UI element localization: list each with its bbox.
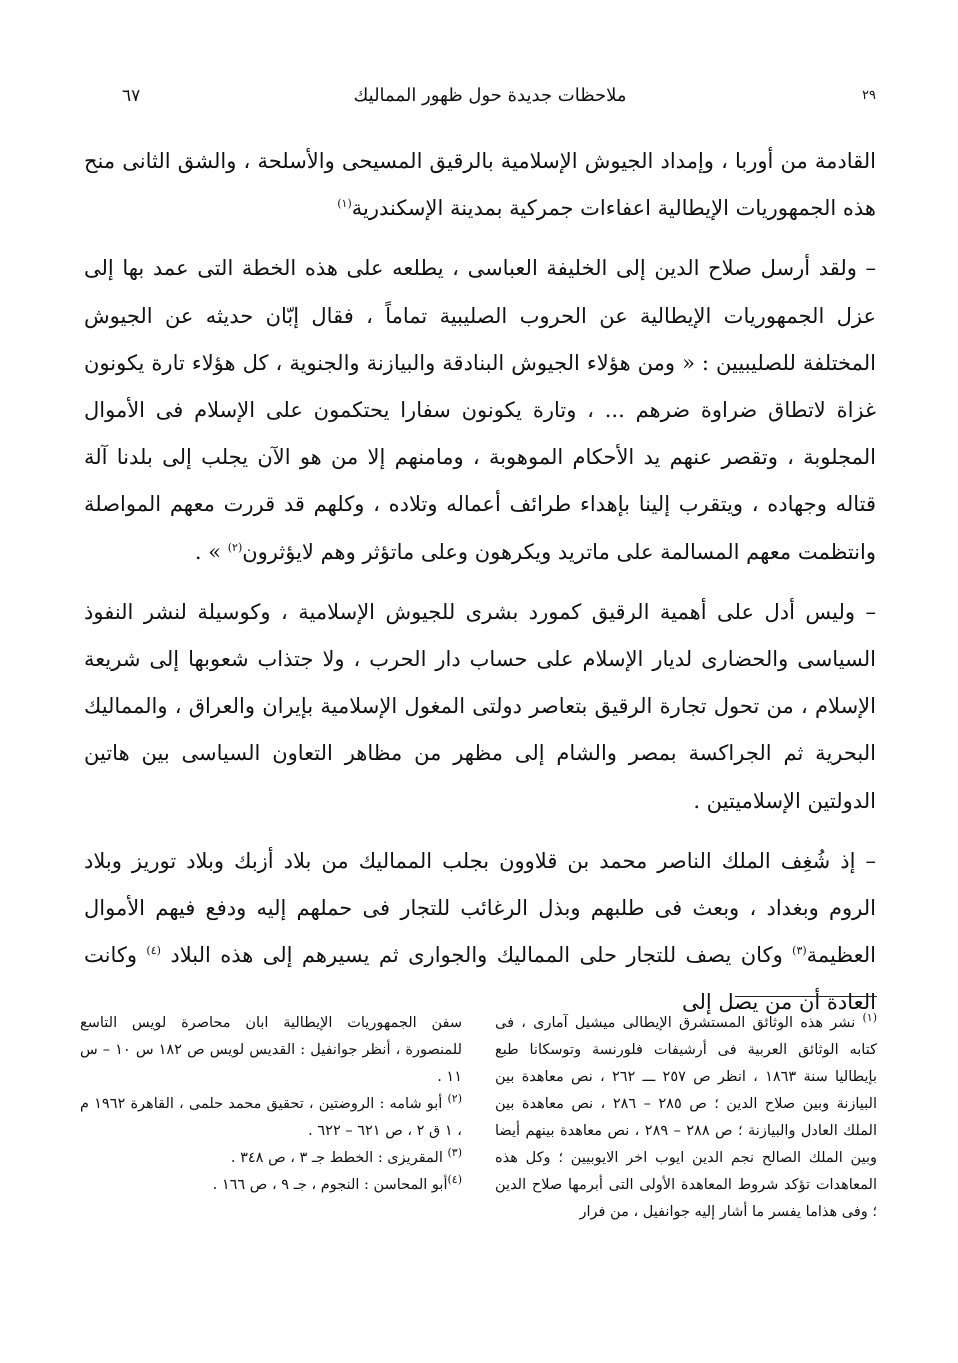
- side-number: ٢٩: [862, 88, 876, 103]
- footnote-marker: (٤): [146, 944, 161, 958]
- footnote: [495, 1010, 877, 1226]
- footnote-marker: (٢): [447, 1092, 462, 1106]
- footnote: [80, 1145, 462, 1172]
- text-run: نشر هذه الوثائق المستشرق الإيطالى ميشيل آمارى ، فى كتابه الوثائق العربية فى أرشيفات فلورنسة وتوسكانا طبع بإيطاليا سنة ١٨٦٣ ، انظر ص ٢٥٧ ـــ ٢٦٢ ، نص معاهدة بين البيازنة وبين صلاح الدين ؛ ص ٢٨٥ – ٢٨٦ ، نص معاهدة بين الملك العادل والبيازنة ؛ ص ٢٨٨ – ٢٨٩ ، نص معاهدة بينهم أيضا وبين الملك الصالح نجم الدين ايوب اخر الايوبيين ؛ وكل هذه المعاهدات تؤكد شروط المعاهدة الأولى التى أبرمها صلاح الدين ؛ وفى هذاما يفسر ما أشار إليه جوانفيل ، من فرار: [495, 1015, 878, 1220]
- page-header: [0, 82, 958, 122]
- footnote: [80, 1172, 462, 1199]
- text-run: – إذ شُغِف الملك الناصر محمد بن قلاوون بجلب المماليك من بلاد أزبك وبلاد توريز وبلاد الروم وبغداد ، وبعث فى طلبهم وبذل الرغائب للتجار فى حملهم إليه ودفع فيهم الأموال العظيمة: [84, 848, 876, 968]
- footnote-marker: (١): [337, 197, 352, 211]
- footnotes-column-left: [80, 1010, 462, 1199]
- footnote-marker: (٣): [447, 1146, 462, 1160]
- text-run: – وليس أدل على أهمية الرقيق كمورد بشرى للجيوش الإسلامية ، وكوسيلة لنشر النفوذ السياسى والحضارى لديار الإسلام على حساب دار الحرب ، ولا جتذاب شعوبها إلى شريعة الإسلام ، من تحول تجارة الرقيق بتعاصر دولتى المغول الإسلامية بإيران والعراق ، والمماليك البحرية ثم الجراكسة بمصر والشام إلى مظهر من مظاهر التعاون السياسى بين هاتين الدولتين الإسلاميتين .: [84, 599, 876, 813]
- footnote-marker: (٣): [792, 944, 807, 958]
- text-run: القادمة من أوربا ، وإمداد الجيوش الإسلامية بالرقيق المسيحى والأسلحة ، والشق الثانى منح هذه الجمهوريات الإيطالية اعفاءات جمركية بمدينة الإسكندرية: [84, 149, 876, 221]
- footnote-marker: (١): [862, 1011, 877, 1025]
- text-run: » .: [194, 539, 228, 564]
- text-run: – ولقد أرسل صلاح الدين إلى الخليفة العباسى ، يطلعه على هذه الخطة التى عمد بها إلى عزل الجمهوريات الإيطالية عن الحروب الصليبية تماماً ، فقال إبّان حديثه عن الجيوش المختلفة للصليبيين : « ومن هؤلاء الجيوش البنادقة والبيازنة والجنوية ، كل هؤلاء تارة يكونون غزاة لاتطاق ضراوة ضرهم ... ، وتارة يكونون سفارا يحتكمون على الإسلام فى الأموال المجلوبة ، وتقصر عنهم يد الأحكام الموهوبة ، ومامنهم إلا من هو الآن يجلب إلى بلدنا آلة قتاله وجهاده ، ويتقرب إلينا بإهداء طرائف أعماله وتلاده ، وكلهم قد قررت معهم المواصلة وانتظمت معهم المسالمة على ماتريد ويكرهون وعلى ماتؤثر وهم لايؤثرون: [84, 256, 876, 564]
- text-run: وكانت العادة أن من يصل إلى: [84, 943, 876, 1015]
- footnote-marker: (٢): [227, 540, 243, 554]
- text-run: سفن الجمهوريات الإيطالية ابان محاصرة لويس التاسع للمنصورة ، أنظر جوانفيل : القديس لويس ص ١٨٢ س ١٠ – س ١١ .: [80, 1015, 462, 1085]
- paragraph: [84, 838, 876, 1027]
- footnote-marker: (٤): [447, 1173, 462, 1187]
- text-run: المقريزى : الخطط جـ ٣ ، ص ٣٤٨ .: [230, 1150, 448, 1166]
- text-run: أبو شامه : الروضتين ، تحقيق محمد حلمى ، القاهرة ١٩٦٢ م ، ١ ق ٢ ، ص ٦٢١ – ٦٢٢ .: [80, 1096, 462, 1139]
- footnote-separator: [735, 996, 877, 997]
- footnote: [80, 1091, 462, 1145]
- main-text: [84, 138, 876, 1040]
- text-run: أبو المحاسن : النجوم ، جـ ٩ ، ص ١٦٦ .: [212, 1177, 448, 1193]
- footnote: [80, 1010, 462, 1091]
- text-run: وكان يصف للتجار حلى المماليك والجوارى ثم يسيرهم إلى هذه البلاد: [160, 943, 793, 968]
- paragraph: [84, 138, 876, 232]
- footnotes-column-right: [495, 1010, 877, 1226]
- running-title: ملاحظات جديدة حول ظهور المماليك: [353, 85, 627, 106]
- paragraph: [84, 245, 876, 575]
- page-number: ٦٧: [122, 86, 141, 106]
- paragraph: [84, 589, 876, 825]
